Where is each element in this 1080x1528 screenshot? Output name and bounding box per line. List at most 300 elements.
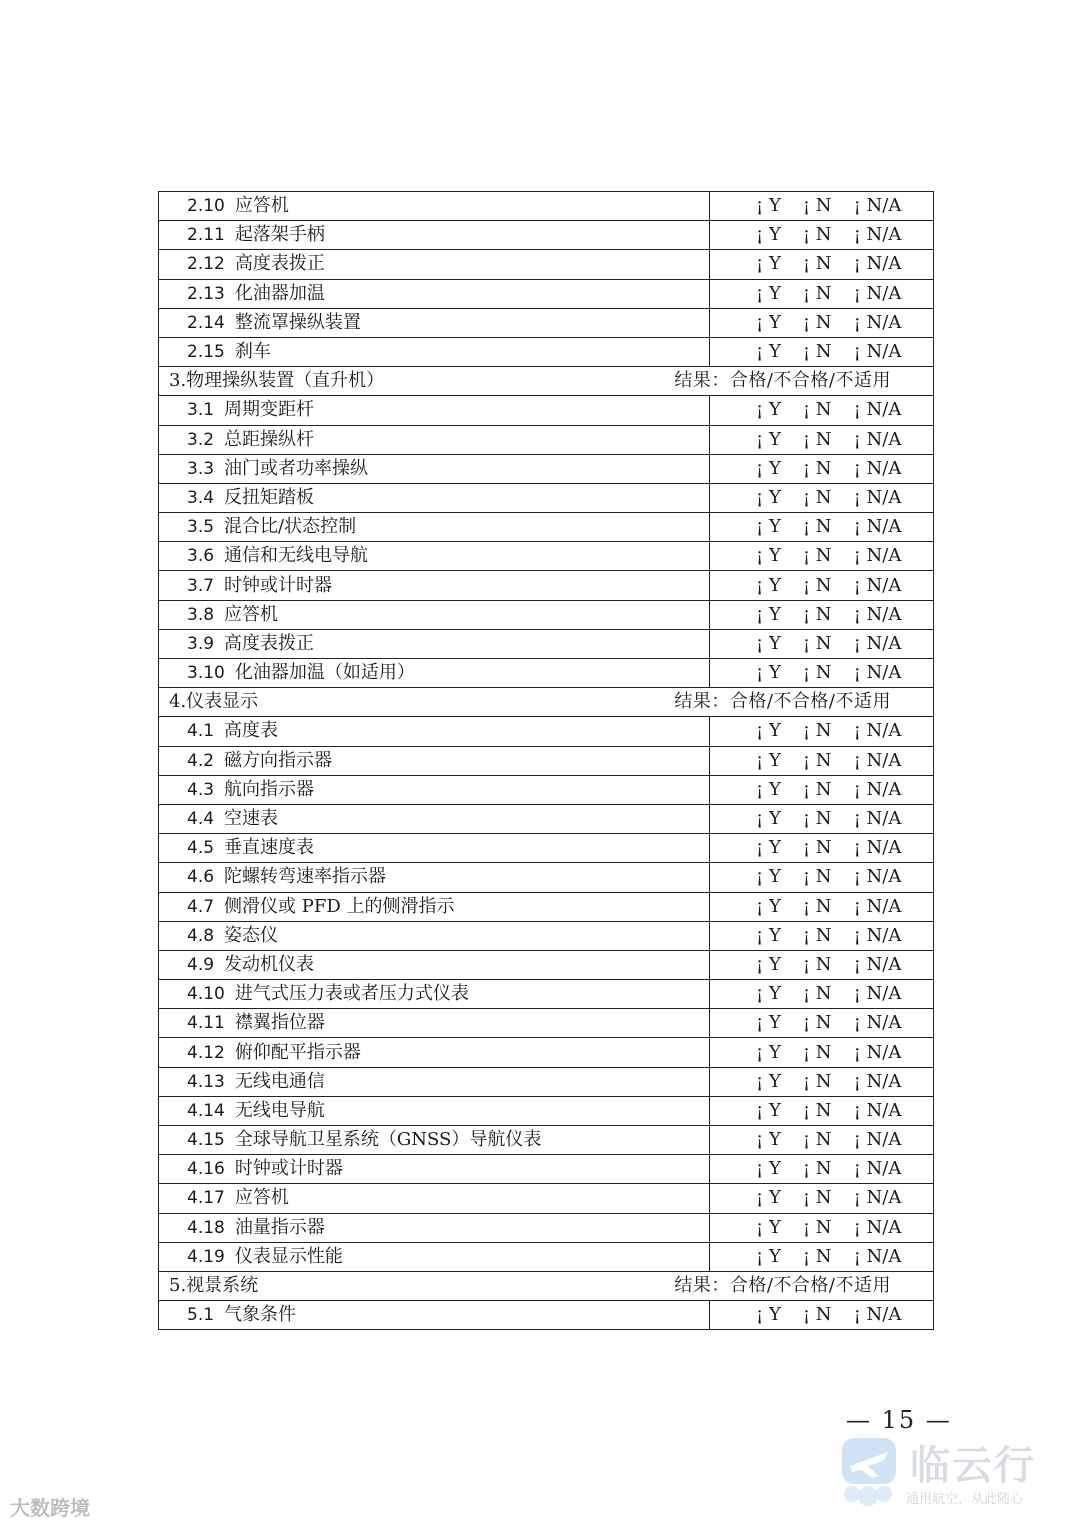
option-yes-checkbox[interactable]: ¡ Y [756, 195, 781, 217]
option-no-checkbox[interactable]: ¡ N [802, 253, 832, 275]
watermark-brand: 临云行 [910, 1443, 1036, 1489]
item-options-cell [710, 571, 934, 600]
option-yes-checkbox[interactable]: ¡ Y [756, 603, 781, 625]
checklist-item-row [159, 1067, 934, 1096]
checklist-item-row [159, 221, 934, 250]
option-no-checkbox[interactable]: ¡ N [802, 516, 832, 538]
option-yes-checkbox[interactable]: ¡ Y [756, 749, 781, 771]
checklist-body [159, 192, 934, 1330]
options-group [710, 572, 933, 600]
option-yes-checkbox[interactable]: ¡ Y [756, 486, 781, 508]
checklist-item-row [159, 1038, 934, 1067]
item-number: 4.5 [187, 838, 215, 859]
item-options-cell [710, 308, 934, 337]
item-options-cell [710, 483, 934, 512]
option-no-checkbox[interactable]: ¡ N [802, 1070, 832, 1092]
checklist-item-row [159, 775, 934, 804]
options-group [710, 513, 933, 541]
option-no-checkbox[interactable]: ¡ N [802, 311, 832, 333]
option-na-checkbox[interactable]: ¡ N/A [853, 1070, 902, 1092]
item-options-cell [710, 1155, 934, 1184]
checklist-item-row [159, 513, 934, 542]
option-no-checkbox[interactable]: ¡ N [802, 341, 832, 363]
item-number: 4.13 [187, 1071, 225, 1092]
option-no-checkbox[interactable]: ¡ N [802, 224, 832, 246]
checklist-item-row [159, 1155, 934, 1184]
option-yes-checkbox[interactable]: ¡ Y [756, 253, 781, 275]
option-na-checkbox[interactable]: ¡ N/A [853, 1012, 902, 1034]
item-options-cell [710, 892, 934, 921]
item-label-cell [159, 1096, 710, 1125]
options-group [710, 1214, 933, 1242]
option-na-checkbox[interactable]: ¡ N/A [853, 428, 902, 450]
option-na-checkbox[interactable]: ¡ N/A [853, 866, 902, 888]
item-text: 化油器加温 [234, 282, 325, 304]
item-options-cell [710, 775, 934, 804]
item-text: 高度表拨正 [234, 253, 325, 275]
item-options-cell [710, 717, 934, 746]
checklist-item-row [159, 980, 934, 1009]
item-label-cell [159, 804, 710, 833]
option-na-checkbox[interactable]: ¡ N/A [853, 749, 902, 771]
option-no-checkbox[interactable]: ¡ N [802, 1158, 832, 1180]
item-text: 化油器加温（如适用） [234, 662, 415, 684]
option-na-checkbox[interactable]: ¡ N/A [853, 516, 902, 538]
item-label-cell [159, 600, 710, 629]
item-number: 4.9 [187, 954, 215, 975]
item-label-cell [159, 717, 710, 746]
options-group [710, 455, 933, 483]
item-text: 整流罩操纵装置 [234, 311, 361, 333]
item-text: 侧滑仪或 PFD 上的侧滑指示 [224, 895, 455, 917]
item-options-cell [710, 1009, 934, 1038]
option-no-checkbox[interactable]: ¡ N [802, 895, 832, 917]
item-number: 2.10 [187, 196, 225, 217]
option-yes-checkbox[interactable]: ¡ Y [756, 720, 781, 742]
options-group [710, 1009, 933, 1037]
option-no-checkbox[interactable]: ¡ N [802, 1245, 832, 1267]
item-text: 无线电通信 [234, 1070, 325, 1092]
checklist-item-row [159, 950, 934, 979]
options-group [710, 1243, 933, 1271]
option-no-checkbox[interactable]: ¡ N [802, 662, 832, 684]
item-label-cell [159, 863, 710, 892]
section-row [159, 688, 934, 717]
item-label-cell [159, 980, 710, 1009]
item-number: 3.2 [187, 429, 215, 450]
option-no-checkbox[interactable]: ¡ N [802, 924, 832, 946]
option-na-checkbox[interactable]: ¡ N/A [853, 808, 902, 830]
option-yes-checkbox[interactable]: ¡ Y [756, 428, 781, 450]
option-yes-checkbox[interactable]: ¡ Y [756, 224, 781, 246]
option-yes-checkbox[interactable]: ¡ Y [756, 1041, 781, 1063]
option-na-checkbox[interactable]: ¡ N/A [853, 341, 902, 363]
options-group [710, 396, 933, 424]
item-label-cell [159, 250, 710, 279]
option-na-checkbox[interactable]: ¡ N/A [853, 486, 902, 508]
option-yes-checkbox[interactable]: ¡ Y [756, 1012, 781, 1034]
option-na-checkbox[interactable]: ¡ N/A [853, 1129, 902, 1151]
options-group [710, 834, 933, 862]
item-label-cell [159, 221, 710, 250]
item-text: 时钟或计时器 [234, 1158, 343, 1180]
item-options-cell [710, 396, 934, 425]
checklist-item-row [159, 1009, 934, 1038]
option-na-checkbox[interactable]: ¡ N/A [853, 837, 902, 859]
item-number: 4.19 [187, 1246, 225, 1267]
option-no-checkbox[interactable]: ¡ N [802, 837, 832, 859]
option-yes-checkbox[interactable]: ¡ Y [756, 282, 781, 304]
item-label-cell [159, 454, 710, 483]
item-number: 4.8 [187, 925, 215, 946]
option-yes-checkbox[interactable]: ¡ Y [756, 457, 781, 479]
item-text: 垂直速度表 [224, 837, 315, 859]
option-na-checkbox[interactable]: ¡ N/A [853, 545, 902, 567]
item-label-cell [159, 483, 710, 512]
option-no-checkbox[interactable]: ¡ N [802, 778, 832, 800]
option-no-checkbox[interactable]: ¡ N [802, 632, 832, 654]
option-na-checkbox[interactable]: ¡ N/A [853, 224, 902, 246]
option-no-checkbox[interactable]: ¡ N [802, 1129, 832, 1151]
item-options-cell [710, 221, 934, 250]
checklist-item-row [159, 1213, 934, 1242]
option-no-checkbox[interactable]: ¡ N [802, 195, 832, 217]
item-label-cell [159, 834, 710, 863]
item-text: 航向指示器 [224, 778, 315, 800]
item-label-cell [159, 337, 710, 366]
options-group [710, 747, 933, 775]
option-yes-checkbox[interactable]: ¡ Y [756, 983, 781, 1005]
item-text: 姿态仪 [224, 924, 279, 946]
options-group [710, 1097, 933, 1125]
item-label-cell [159, 192, 710, 221]
option-na-checkbox[interactable]: ¡ N/A [853, 399, 902, 421]
item-number: 4.6 [187, 867, 215, 888]
options-group [710, 1126, 933, 1154]
option-no-checkbox[interactable]: ¡ N [802, 749, 832, 771]
section-result: 结果：合格/不合格/不适用 [674, 691, 891, 713]
item-number: 2.12 [187, 254, 225, 275]
option-yes-checkbox[interactable]: ¡ Y [756, 311, 781, 333]
checklist-item-row [159, 279, 934, 308]
section-row [159, 1271, 934, 1300]
option-yes-checkbox[interactable]: ¡ Y [756, 1129, 781, 1151]
option-no-checkbox[interactable]: ¡ N [802, 808, 832, 830]
item-number: 4.4 [187, 809, 215, 830]
option-na-checkbox[interactable]: ¡ N/A [853, 253, 902, 275]
item-number: 4.3 [187, 779, 215, 800]
option-yes-checkbox[interactable]: ¡ Y [756, 545, 781, 567]
item-number: 4.10 [187, 984, 225, 1005]
option-yes-checkbox[interactable]: ¡ Y [756, 953, 781, 975]
item-number: 2.11 [187, 225, 225, 246]
item-text: 全球导航卫星系统（GNSS）导航仪表 [234, 1129, 542, 1151]
option-na-checkbox[interactable]: ¡ N/A [853, 195, 902, 217]
options-group [710, 659, 933, 687]
item-options-cell [710, 1184, 934, 1213]
item-text: 气象条件 [224, 1304, 297, 1326]
option-yes-checkbox[interactable]: ¡ Y [756, 341, 781, 363]
options-group [710, 1039, 933, 1067]
item-options-cell [710, 980, 934, 1009]
item-text: 油门或者功率操纵 [224, 457, 369, 479]
checklist-item-row [159, 863, 934, 892]
option-na-checkbox[interactable]: ¡ N/A [853, 457, 902, 479]
options-group [710, 484, 933, 512]
item-text: 陀螺转弯速率指示器 [224, 866, 387, 888]
checklist-item-row [159, 571, 934, 600]
option-na-checkbox[interactable]: ¡ N/A [853, 603, 902, 625]
item-options-cell [710, 863, 934, 892]
option-yes-checkbox[interactable]: ¡ Y [756, 1304, 781, 1326]
option-yes-checkbox[interactable]: ¡ Y [756, 1187, 781, 1209]
option-no-checkbox[interactable]: ¡ N [802, 399, 832, 421]
option-no-checkbox[interactable]: ¡ N [802, 545, 832, 567]
item-number: 2.15 [187, 342, 225, 363]
option-na-checkbox[interactable]: ¡ N/A [853, 895, 902, 917]
option-yes-checkbox[interactable]: ¡ Y [756, 895, 781, 917]
options-group [710, 280, 933, 308]
item-text: 空速表 [224, 808, 279, 830]
item-options-cell [710, 921, 934, 950]
item-label-cell [159, 1067, 710, 1096]
options-group [710, 601, 933, 629]
option-yes-checkbox[interactable]: ¡ Y [756, 837, 781, 859]
section-title: 4.仪表显示 [169, 691, 259, 713]
item-label-cell [159, 950, 710, 979]
option-yes-checkbox[interactable]: ¡ Y [756, 632, 781, 654]
option-na-checkbox[interactable]: ¡ N/A [853, 662, 902, 684]
item-options-cell [710, 1067, 934, 1096]
options-group [710, 309, 933, 337]
option-no-checkbox[interactable]: ¡ N [802, 720, 832, 742]
checklist-item-row [159, 1242, 934, 1271]
item-text: 高度表 [224, 720, 279, 742]
item-label-cell [159, 1213, 710, 1242]
option-yes-checkbox[interactable]: ¡ Y [756, 778, 781, 800]
section-title: 5.视景系统 [169, 1275, 259, 1297]
checklist-item-row [159, 308, 934, 337]
item-options-cell [710, 746, 934, 775]
item-options-cell [710, 337, 934, 366]
item-options-cell [710, 600, 934, 629]
item-text: 刹车 [234, 341, 271, 363]
item-number: 3.4 [187, 487, 215, 508]
option-yes-checkbox[interactable]: ¡ Y [756, 808, 781, 830]
option-na-checkbox[interactable]: ¡ N/A [853, 574, 902, 596]
options-group [710, 1068, 933, 1096]
option-na-checkbox[interactable]: ¡ N/A [853, 1099, 902, 1121]
option-no-checkbox[interactable]: ¡ N [802, 983, 832, 1005]
checklist-item-row [159, 454, 934, 483]
option-no-checkbox[interactable]: ¡ N [802, 428, 832, 450]
options-group [710, 951, 933, 979]
option-na-checkbox[interactable]: ¡ N/A [853, 632, 902, 654]
item-options-cell [710, 1213, 934, 1242]
item-label-cell [159, 746, 710, 775]
option-yes-checkbox[interactable]: ¡ Y [756, 1070, 781, 1092]
item-text: 周期变距杆 [224, 399, 315, 421]
option-no-checkbox[interactable]: ¡ N [802, 1187, 832, 1209]
options-group [710, 1184, 933, 1212]
option-no-checkbox[interactable]: ¡ N [802, 1216, 832, 1238]
option-no-checkbox[interactable]: ¡ N [802, 953, 832, 975]
checklist-item-row [159, 1126, 934, 1155]
option-yes-checkbox[interactable]: ¡ Y [756, 1158, 781, 1180]
item-text: 应答机 [224, 603, 279, 625]
item-options-cell [710, 1126, 934, 1155]
item-label-cell [159, 425, 710, 454]
option-yes-checkbox[interactable]: ¡ Y [756, 1099, 781, 1121]
option-na-checkbox[interactable]: ¡ N/A [853, 1245, 902, 1267]
item-text: 总距操纵杆 [224, 428, 315, 450]
item-number: 3.1 [187, 400, 215, 421]
item-options-cell [710, 1096, 934, 1125]
watermark-left: 大数跨境 [10, 1496, 90, 1520]
item-number: 3.9 [187, 633, 215, 654]
options-group [710, 1155, 933, 1183]
item-options-cell [710, 659, 934, 688]
option-yes-checkbox[interactable]: ¡ Y [756, 924, 781, 946]
option-yes-checkbox[interactable]: ¡ Y [756, 1216, 781, 1238]
option-no-checkbox[interactable]: ¡ N [802, 1099, 832, 1121]
option-yes-checkbox[interactable]: ¡ Y [756, 1245, 781, 1267]
option-na-checkbox[interactable]: ¡ N/A [853, 1216, 902, 1238]
item-number: 2.13 [187, 283, 225, 304]
item-label-cell [159, 1242, 710, 1271]
item-label-cell [159, 279, 710, 308]
options-group [710, 221, 933, 249]
option-no-checkbox[interactable]: ¡ N [802, 282, 832, 304]
options-group [710, 717, 933, 745]
item-number: 5.1 [187, 1305, 215, 1326]
checklist-item-row [159, 1096, 934, 1125]
item-options-cell [710, 454, 934, 483]
section-cell [159, 1271, 934, 1300]
option-yes-checkbox[interactable]: ¡ Y [756, 574, 781, 596]
item-label-cell [159, 1038, 710, 1067]
item-text: 应答机 [234, 1187, 289, 1209]
checklist-item-row [159, 746, 934, 775]
item-options-cell [710, 1242, 934, 1271]
option-na-checkbox[interactable]: ¡ N/A [853, 778, 902, 800]
option-yes-checkbox[interactable]: ¡ Y [756, 399, 781, 421]
checklist-item-row [159, 629, 934, 658]
options-group [710, 630, 933, 658]
section-result: 结果：合格/不合格/不适用 [674, 1275, 891, 1297]
item-text: 油量指示器 [234, 1216, 325, 1238]
item-label-cell [159, 1184, 710, 1213]
option-na-checkbox[interactable]: ¡ N/A [853, 983, 902, 1005]
item-label-cell [159, 1126, 710, 1155]
item-number: 3.8 [187, 604, 215, 625]
item-text: 襟翼指位器 [234, 1012, 325, 1034]
option-no-checkbox[interactable]: ¡ N [802, 1012, 832, 1034]
section-cell [159, 367, 934, 396]
item-number: 3.5 [187, 517, 215, 538]
item-label-cell [159, 1009, 710, 1038]
option-no-checkbox[interactable]: ¡ N [802, 603, 832, 625]
checklist-item-row [159, 892, 934, 921]
option-na-checkbox[interactable]: ¡ N/A [853, 282, 902, 304]
item-options-cell [710, 425, 934, 454]
item-label-cell [159, 571, 710, 600]
option-yes-checkbox[interactable]: ¡ Y [756, 662, 781, 684]
item-text: 发动机仪表 [224, 953, 315, 975]
item-text: 反扭矩踏板 [224, 486, 315, 508]
item-label-cell [159, 308, 710, 337]
option-na-checkbox[interactable]: ¡ N/A [853, 1041, 902, 1063]
option-na-checkbox[interactable]: ¡ N/A [853, 1304, 902, 1326]
option-na-checkbox[interactable]: ¡ N/A [853, 311, 902, 333]
item-label-cell [159, 513, 710, 542]
item-label-cell [159, 1155, 710, 1184]
item-number: 3.6 [187, 546, 215, 567]
checklist-item-row [159, 192, 934, 221]
option-na-checkbox[interactable]: ¡ N/A [853, 1158, 902, 1180]
option-no-checkbox[interactable]: ¡ N [802, 1304, 832, 1326]
options-group [710, 1301, 933, 1329]
option-na-checkbox[interactable]: ¡ N/A [853, 1187, 902, 1209]
item-options-cell [710, 950, 934, 979]
item-number: 4.12 [187, 1042, 225, 1063]
item-label-cell [159, 1301, 710, 1330]
options-group [710, 980, 933, 1008]
section-cell [159, 688, 934, 717]
item-text: 通信和无线电导航 [224, 545, 369, 567]
checklist-item-row [159, 717, 934, 746]
checklist-item-row [159, 804, 934, 833]
watermark-logo [838, 1432, 1058, 1512]
item-options-cell [710, 250, 934, 279]
watermark-slogan: 通用航空，从此随心 [906, 1492, 1024, 1507]
item-options-cell [710, 1038, 934, 1067]
section-row [159, 367, 934, 396]
item-number: 3.3 [187, 458, 215, 479]
item-label-cell [159, 775, 710, 804]
option-no-checkbox[interactable]: ¡ N [802, 1041, 832, 1063]
option-no-checkbox[interactable]: ¡ N [802, 866, 832, 888]
option-no-checkbox[interactable]: ¡ N [802, 574, 832, 596]
item-text: 应答机 [234, 195, 289, 217]
checklist-item-row [159, 396, 934, 425]
checklist-item-row [159, 1301, 934, 1330]
item-label-cell [159, 892, 710, 921]
option-no-checkbox[interactable]: ¡ N [802, 486, 832, 508]
options-group [710, 893, 933, 921]
item-number: 4.18 [187, 1217, 225, 1238]
option-yes-checkbox[interactable]: ¡ Y [756, 866, 781, 888]
option-na-checkbox[interactable]: ¡ N/A [853, 924, 902, 946]
item-options-cell [710, 804, 934, 833]
item-text: 磁方向指示器 [224, 749, 333, 771]
option-yes-checkbox[interactable]: ¡ Y [756, 516, 781, 538]
option-na-checkbox[interactable]: ¡ N/A [853, 953, 902, 975]
item-text: 起落架手柄 [234, 224, 325, 246]
section-result: 结果：合格/不合格/不适用 [674, 370, 891, 392]
checklist-item-row [159, 425, 934, 454]
checklist-item-row [159, 1184, 934, 1213]
item-number: 3.10 [187, 663, 225, 684]
options-group [710, 192, 933, 220]
item-number: 2.14 [187, 312, 225, 333]
item-number: 4.2 [187, 750, 215, 771]
option-no-checkbox[interactable]: ¡ N [802, 457, 832, 479]
item-label-cell [159, 396, 710, 425]
option-na-checkbox[interactable]: ¡ N/A [853, 720, 902, 742]
options-group [710, 776, 933, 804]
checklist-item-row [159, 659, 934, 688]
